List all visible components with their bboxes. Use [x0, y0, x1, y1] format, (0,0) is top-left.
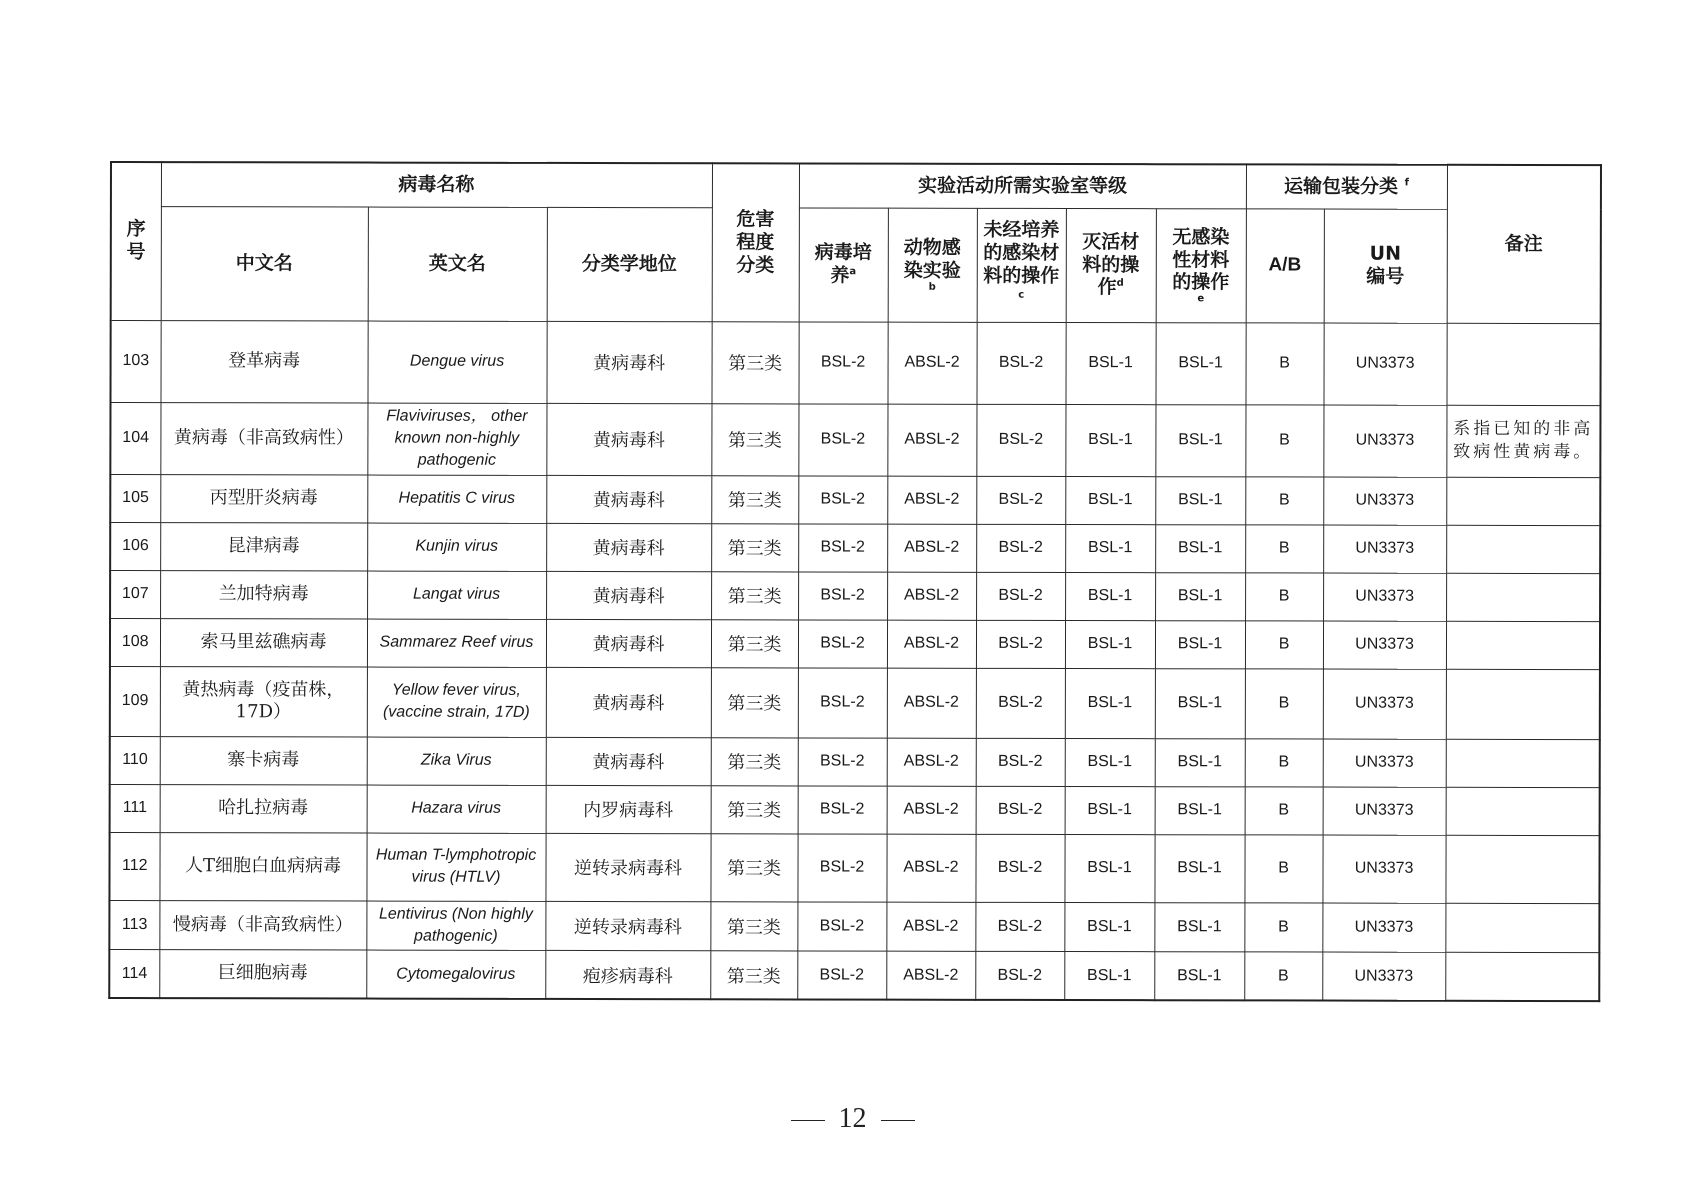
cell-transport-un: UN3373: [1323, 525, 1446, 573]
header-lab-animal-sup: b: [928, 281, 936, 293]
cell-lab-uncultured: BSL-2: [976, 476, 1065, 524]
cell-lab-animal: ABSL-2: [887, 404, 976, 476]
header-lab-inactivated: [1066, 208, 1156, 322]
cell-transport-un: UN3373: [1323, 787, 1446, 835]
cell-hazard: 第三类: [710, 833, 797, 901]
cell-taxonomy: 黄病毒科: [546, 571, 711, 619]
page-number-dash-right: [881, 1120, 915, 1121]
cell-transport-ab: B: [1244, 952, 1322, 1000]
cell-transport-ab: B: [1245, 739, 1323, 787]
cell-chinese-name: 寨卡病毒: [160, 736, 367, 784]
cell-seq: 103: [110, 320, 160, 402]
header-transport-un: [1324, 209, 1447, 323]
header-lab-culture-sup: a: [849, 266, 857, 278]
table-row: [110, 570, 1600, 621]
header-lab-animal-text: 动物感染实验: [903, 236, 961, 282]
cell-hazard: 第三类: [711, 475, 798, 523]
table-row: [109, 900, 1599, 953]
page-footer: [0, 1103, 1705, 1135]
cell-english-name: Zika Virus: [367, 737, 546, 785]
cell-transport-ab: B: [1246, 322, 1324, 404]
cell-english-name: Yellow fever virus, (vaccine strain, 17D): [367, 667, 546, 737]
cell-taxonomy: 黄病毒科: [546, 667, 711, 737]
table-row: [110, 522, 1600, 573]
table-row: [110, 402, 1600, 477]
cell-english-name: Lentivirus (Non highly pathogenic): [366, 901, 545, 951]
cell-hazard: 第三类: [711, 571, 798, 619]
cell-english-name: Langat virus: [367, 571, 546, 619]
cell-transport-ab: B: [1245, 477, 1323, 525]
cell-taxonomy: 逆转录病毒科: [545, 833, 710, 901]
cell-taxonomy: 疱疹病毒科: [545, 951, 710, 999]
cell-chinese-name: 昆津病毒: [160, 522, 367, 570]
cell-english-name: Sammarez Reef virus: [367, 619, 546, 667]
cell-lab-noninfectious: BSL-1: [1155, 524, 1245, 572]
cell-seq: 114: [109, 950, 159, 998]
cell-seq: 106: [110, 522, 160, 570]
cell-hazard: 第三类: [711, 403, 798, 475]
table-row: [109, 832, 1599, 903]
cell-transport-ab: B: [1245, 621, 1323, 669]
cell-taxonomy: 黄病毒科: [546, 619, 711, 667]
header-lab-inactivated-text: 灭活材料的操作: [1082, 230, 1140, 299]
cell-transport-ab: B: [1245, 573, 1323, 621]
table-row: [110, 784, 1600, 835]
cell-hazard: 第三类: [710, 951, 797, 999]
cell-hazard: 第三类: [711, 785, 798, 833]
cell-lab-noninfectious: BSL-1: [1155, 786, 1245, 834]
cell-english-name: Kunjin virus: [367, 523, 546, 571]
cell-taxonomy: 黄病毒科: [546, 321, 711, 403]
cell-transport-un: UN3373: [1324, 323, 1447, 405]
cell-seq: 109: [110, 666, 160, 736]
header-lab-inactivated-sup: d: [1116, 278, 1124, 290]
cell-lab-inactivated: BSL-1: [1064, 902, 1154, 952]
cell-remark: [1445, 903, 1599, 953]
cell-chinese-name: 丙型肝炎病毒: [160, 474, 367, 522]
cell-hazard: 第三类: [711, 667, 798, 737]
cell-lab-culture: BSL-2: [798, 572, 887, 620]
cell-hazard: 第三类: [711, 523, 798, 571]
header-lab-culture: [799, 207, 888, 321]
cell-transport-un: UN3373: [1322, 903, 1445, 953]
table-row: [110, 666, 1600, 739]
header-taxonomy: [547, 207, 712, 321]
cell-remark: [1446, 621, 1600, 669]
cell-lab-culture: BSL-2: [798, 786, 887, 834]
header-lab-noninfectious-text: 无感染性材料的操作: [1172, 226, 1230, 294]
page-number-dash-left: [791, 1120, 825, 1121]
page-number: 12: [838, 1103, 867, 1134]
cell-lab-inactivated: BSL-1: [1065, 476, 1155, 524]
cell-lab-inactivated: BSL-1: [1064, 952, 1154, 1000]
header-transport-group: [1246, 164, 1447, 208]
cell-hazard: 第三类: [711, 619, 798, 667]
table-body: [109, 320, 1600, 1001]
header-lab-group: 实验活动所需实验室等级: [799, 163, 1246, 208]
cell-taxonomy: 黄病毒科: [546, 403, 711, 476]
header-chinese-name: 中文名: [161, 206, 368, 320]
cell-seq: 110: [110, 736, 160, 784]
cell-english-name: Cytomegalovirus: [366, 950, 545, 998]
cell-hazard: 第三类: [711, 737, 798, 785]
cell-remark: [1446, 739, 1600, 787]
cell-lab-animal: ABSL-2: [887, 322, 976, 404]
cell-lab-uncultured: BSL-2: [976, 620, 1065, 668]
cell-transport-un: UN3373: [1323, 405, 1446, 477]
header-lab-uncultured-text: 未经培养的感染材料的操作: [983, 219, 1060, 287]
header-virus-name: 病毒名称: [161, 162, 712, 207]
cell-taxonomy: 黄病毒科: [546, 475, 711, 523]
cell-chinese-name: 黄病毒（非高致病性）: [160, 402, 367, 475]
cell-english-name: Hepatitis C virus: [367, 475, 546, 523]
header-remarks: 备注: [1447, 165, 1601, 323]
cell-remark: [1446, 525, 1600, 573]
cell-remark: [1447, 323, 1601, 405]
cell-lab-animal: ABSL-2: [886, 952, 975, 1000]
cell-lab-inactivated: BSL-1: [1065, 668, 1155, 738]
table-row: [110, 618, 1600, 669]
header-transport-group-text: 运输包装分类: [1283, 175, 1399, 198]
table-row: [110, 736, 1600, 787]
header-seq: 序号: [111, 162, 161, 320]
cell-taxonomy: 逆转录病毒科: [545, 901, 710, 951]
cell-lab-animal: ABSL-2: [887, 476, 976, 524]
cell-remark: [1446, 669, 1600, 739]
cell-taxonomy: 黄病毒科: [546, 737, 711, 785]
cell-lab-inactivated: BSL-1: [1065, 620, 1155, 668]
cell-lab-noninfectious: BSL-1: [1155, 738, 1245, 786]
cell-seq: 108: [110, 618, 160, 666]
cell-remark: 系指已知的非高致病性黄病毒。: [1446, 405, 1600, 477]
cell-lab-uncultured: BSL-2: [976, 524, 1065, 572]
cell-hazard: 第三类: [710, 901, 797, 951]
cell-lab-noninfectious: BSL-1: [1155, 572, 1245, 620]
header-hazard-text: 危害程度分类: [736, 208, 775, 277]
cell-lab-culture: BSL-2: [798, 620, 887, 668]
cell-lab-inactivated: BSL-1: [1065, 322, 1155, 404]
cell-taxonomy: 黄病毒科: [546, 523, 711, 571]
cell-lab-uncultured: BSL-2: [976, 668, 1065, 738]
table-row: [110, 320, 1600, 405]
cell-transport-un: UN3373: [1323, 669, 1446, 739]
cell-lab-uncultured: BSL-2: [976, 572, 1065, 620]
cell-transport-ab: B: [1244, 903, 1322, 953]
cell-remark: [1446, 787, 1600, 835]
header-lab-uncultured: [977, 208, 1066, 322]
cell-english-name: Human T-lymphotropic virus (HTLV): [366, 833, 545, 901]
cell-lab-noninfectious: BSL-1: [1154, 902, 1244, 952]
cell-lab-inactivated: BSL-1: [1064, 834, 1154, 902]
cell-transport-un: UN3373: [1323, 621, 1446, 669]
cell-lab-animal: ABSL-2: [887, 572, 976, 620]
cell-seq: 111: [110, 784, 160, 832]
cell-lab-culture: BSL-2: [798, 668, 887, 738]
cell-lab-animal: ABSL-2: [887, 620, 976, 668]
table-header: [111, 162, 1601, 323]
cell-chinese-name: 人T细胞白血病病毒: [159, 832, 366, 900]
cell-lab-inactivated: BSL-1: [1065, 572, 1155, 620]
cell-remark: [1446, 477, 1600, 525]
cell-remark: [1446, 573, 1600, 621]
cell-transport-ab: B: [1245, 404, 1323, 476]
cell-lab-noninfectious: BSL-1: [1155, 476, 1245, 524]
cell-lab-uncultured: BSL-2: [976, 786, 1065, 834]
header-lab-animal: [888, 208, 977, 322]
cell-lab-inactivated: BSL-1: [1065, 404, 1155, 476]
cell-lab-culture: BSL-2: [798, 738, 887, 786]
cell-lab-animal: ABSL-2: [887, 738, 976, 786]
cell-lab-uncultured: BSL-2: [975, 834, 1064, 902]
cell-taxonomy: 内罗病毒科: [546, 785, 711, 833]
cell-lab-uncultured: BSL-2: [976, 322, 1065, 404]
cell-lab-animal: ABSL-2: [886, 902, 975, 952]
header-hazard: [712, 163, 799, 321]
cell-lab-culture: BSL-2: [797, 951, 886, 999]
cell-lab-uncultured: BSL-2: [976, 738, 1065, 786]
cell-lab-noninfectious: BSL-1: [1155, 668, 1245, 738]
header-lab-uncultured-sup: c: [1018, 289, 1025, 301]
cell-lab-animal: ABSL-2: [886, 834, 975, 902]
cell-lab-animal: ABSL-2: [887, 668, 976, 738]
cell-hazard: 第三类: [711, 321, 798, 403]
cell-lab-noninfectious: BSL-1: [1155, 404, 1245, 476]
cell-seq: 112: [109, 832, 159, 900]
cell-lab-noninfectious: BSL-1: [1155, 322, 1245, 404]
header-taxonomy-text: 分类学地位: [581, 252, 677, 275]
cell-seq: 104: [110, 402, 160, 474]
cell-chinese-name: 索马里兹礁病毒: [160, 618, 367, 666]
cell-lab-inactivated: BSL-1: [1065, 524, 1155, 572]
header-lab-noninfectious-sup: e: [1197, 293, 1205, 305]
table-row: [110, 474, 1600, 525]
cell-english-name: Hazara virus: [367, 785, 546, 833]
cell-transport-ab: B: [1245, 669, 1323, 739]
header-lab-culture-text: 病毒培养: [814, 241, 872, 287]
cell-seq: 107: [110, 570, 160, 618]
cell-lab-culture: BSL-2: [798, 476, 887, 524]
cell-chinese-name: 兰加特病毒: [160, 570, 367, 618]
cell-lab-uncultured: BSL-2: [975, 902, 1064, 952]
cell-transport-un: UN3373: [1322, 952, 1445, 1000]
table-row: [109, 950, 1599, 1001]
cell-lab-uncultured: BSL-2: [976, 404, 1065, 476]
cell-chinese-name: 慢病毒（非高致病性）: [159, 900, 366, 950]
cell-lab-noninfectious: BSL-1: [1154, 834, 1244, 902]
cell-seq: 113: [109, 900, 159, 950]
header-transport-group-sup: f: [1404, 177, 1410, 189]
cell-lab-uncultured: BSL-2: [975, 952, 1064, 1000]
cell-seq: 105: [110, 474, 160, 522]
cell-remark: [1445, 953, 1599, 1001]
cell-transport-ab: B: [1245, 835, 1323, 903]
cell-transport-un: UN3373: [1323, 477, 1446, 525]
cell-transport-un: UN3373: [1323, 573, 1446, 621]
cell-lab-culture: BSL-2: [798, 403, 887, 475]
cell-english-name: Flaviviruses， other known non-highly pathogenic: [367, 403, 546, 476]
cell-transport-ab: B: [1245, 787, 1323, 835]
cell-transport-un: UN3373: [1323, 835, 1446, 903]
cell-english-name: Dengue virus: [367, 321, 546, 403]
cell-chinese-name: 哈扎拉病毒: [160, 784, 367, 832]
cell-lab-inactivated: BSL-1: [1065, 738, 1155, 786]
cell-transport-ab: B: [1245, 525, 1323, 573]
cell-lab-culture: BSL-2: [798, 321, 887, 403]
cell-lab-culture: BSL-2: [797, 834, 886, 902]
header-transport-ab: A/B: [1246, 208, 1324, 322]
cell-chinese-name: 巨细胞病毒: [159, 950, 366, 998]
virus-classification-table: [108, 161, 1602, 1002]
cell-lab-noninfectious: BSL-1: [1154, 952, 1244, 1000]
cell-lab-animal: ABSL-2: [887, 524, 976, 572]
cell-chinese-name: 黄热病毒（疫苗株，17D）: [160, 666, 367, 736]
cell-lab-culture: BSL-2: [798, 524, 887, 572]
cell-lab-animal: ABSL-2: [887, 786, 976, 834]
cell-remark: [1446, 835, 1600, 903]
cell-lab-culture: BSL-2: [797, 902, 886, 952]
cell-transport-un: UN3373: [1323, 739, 1446, 787]
cell-chinese-name: 登革病毒: [160, 320, 367, 402]
header-english-name: 英文名: [368, 207, 547, 321]
header-lab-noninfectious: [1156, 208, 1246, 322]
cell-lab-inactivated: BSL-1: [1065, 786, 1155, 834]
header-transport-un-text: UN编号: [1366, 242, 1405, 288]
cell-lab-noninfectious: BSL-1: [1155, 620, 1245, 668]
